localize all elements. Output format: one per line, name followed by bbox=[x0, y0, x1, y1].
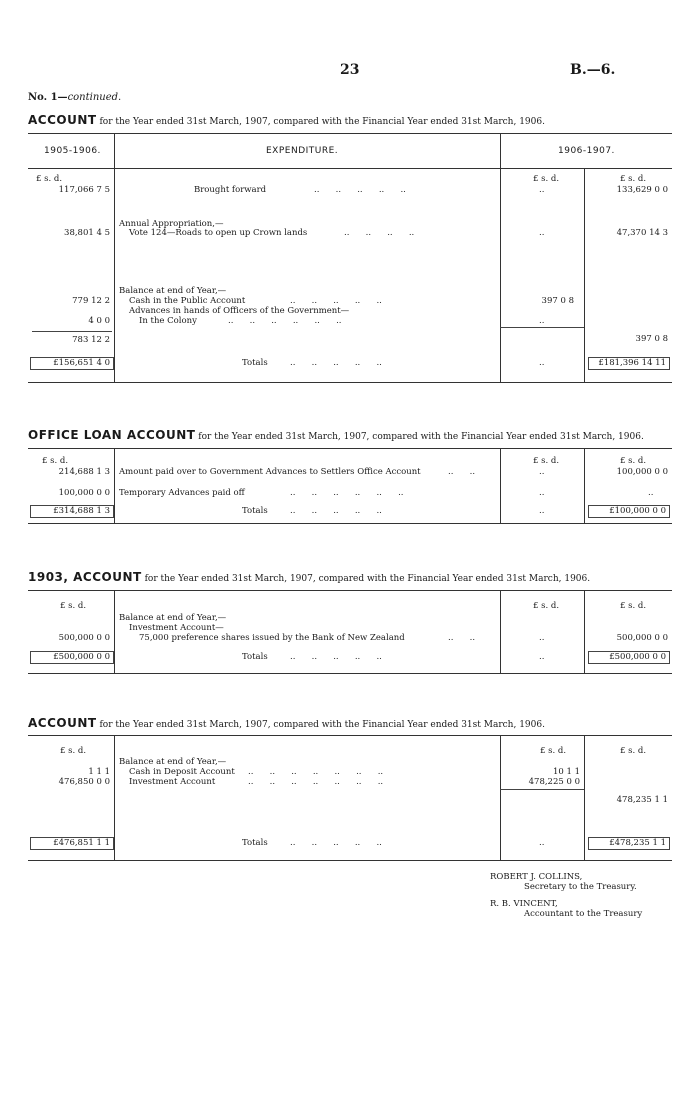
annual-appropriation-label: Annual Appropriation,— bbox=[119, 219, 224, 229]
cur-left: £ s. d. bbox=[36, 174, 63, 184]
header-1905: 1905-1906. bbox=[44, 146, 101, 156]
left-amount-paid: 214,688 1 3 bbox=[58, 467, 110, 477]
header-1906: 1906-1907. bbox=[558, 146, 615, 156]
leader-dots: .. .. bbox=[448, 467, 476, 477]
preference-shares-label: 75,000 preference shares issued by the Bank of New Zealand bbox=[139, 633, 405, 643]
leader-dots: .. .. .. .. .. .. bbox=[290, 488, 404, 498]
title-big: ACCOUNT bbox=[28, 113, 97, 127]
left-annual-appropriation: 38,801 4 5 bbox=[64, 228, 110, 238]
leader-dots: .. bbox=[539, 838, 545, 848]
vote-124-label: Vote 124—Roads to open up Crown lands bbox=[129, 228, 308, 238]
leader-dots: .. bbox=[539, 506, 545, 516]
balance-label: Balance at end of Year,— bbox=[119, 613, 227, 623]
totals-label: Totals bbox=[242, 838, 268, 848]
leader-dots: .. .. .. .. .. .. bbox=[228, 316, 342, 326]
right-totals: £100,000 0 0 bbox=[588, 505, 670, 518]
leader-dots: .. bbox=[539, 358, 545, 368]
right-totals: £478,235 1 1 bbox=[588, 837, 670, 850]
leader-dots: .. .. .. .. .. .. .. bbox=[248, 777, 384, 787]
left-temporary-advances: 100,000 0 0 bbox=[58, 488, 110, 498]
cur-mid: £ s. d. bbox=[533, 456, 560, 466]
document-code: B.—6. bbox=[570, 62, 616, 78]
title-rest: for the Year ended 31st March, 1907, compared with the Financial Year ended 31st March, 1906. bbox=[198, 432, 644, 442]
leader-dots: .. .. .. .. .. bbox=[314, 185, 406, 195]
cur-left: £ s. d. bbox=[42, 456, 69, 466]
signatory-2-name: R. B. VINCENT, bbox=[490, 899, 558, 909]
temporary-advances-label: Temporary Advances paid off bbox=[119, 488, 245, 498]
leader-dots: .. bbox=[648, 488, 654, 498]
title-big: OFFICE LOAN ACCOUNT bbox=[28, 428, 196, 442]
leader-dots: .. bbox=[539, 633, 545, 643]
cur-mid: £ s. d. bbox=[533, 174, 560, 184]
cur-left: £ s. d. bbox=[60, 601, 87, 611]
cash-deposit-label: Cash in Deposit Account bbox=[129, 767, 235, 777]
signatory-2-title: Accountant to the Treasury bbox=[524, 909, 643, 919]
title-big: ACCOUNT bbox=[28, 716, 97, 730]
title-rest: for the Year ended 31st March, 1907, compared with the Financial Year ended 31st March, 1906. bbox=[99, 117, 545, 127]
leader-dots: .. bbox=[539, 185, 545, 195]
cur-left: £ s. d. bbox=[60, 746, 87, 756]
mid-investment: 478,225 0 0 bbox=[528, 777, 580, 787]
leader-dots: .. bbox=[539, 316, 545, 326]
leader-dots: .. .. .. .. .. bbox=[290, 296, 382, 306]
brought-forward-label: Brought forward bbox=[194, 185, 267, 195]
leader-dots: .. .. .. .. .. bbox=[290, 838, 382, 848]
section2-table bbox=[28, 448, 672, 524]
cont-word: continued. bbox=[67, 92, 122, 103]
left-shares: 500,000 0 0 bbox=[58, 633, 110, 643]
left-totals: £156,651 4 0 bbox=[30, 357, 114, 370]
balance-label: Balance at end of Year,— bbox=[119, 757, 227, 767]
leader-dots: .. .. .. .. .. bbox=[290, 506, 382, 516]
section3-title bbox=[28, 570, 590, 584]
header-expenditure: EXPENDITURE. bbox=[266, 146, 339, 156]
advances-label: Advances in hands of Officers of the Government— bbox=[129, 306, 350, 316]
page-number: 23 bbox=[340, 62, 360, 78]
subtotal-rule bbox=[500, 789, 584, 790]
investment-account-label: Investment Account— bbox=[129, 623, 224, 633]
signatory-1-title: Secretary to the Treasury. bbox=[524, 882, 637, 892]
right-totals: £500,000 0 0 bbox=[588, 651, 670, 664]
left-advances: 4 0 0 bbox=[88, 316, 110, 326]
section3-table bbox=[28, 590, 672, 674]
left-totals: £314,688 1 3 bbox=[30, 505, 114, 518]
cash-public-label: Cash in the Public Account bbox=[129, 296, 246, 306]
right-brought-forward: 133,629 0 0 bbox=[616, 185, 668, 195]
right-annual-appropriation: 47,370 14 3 bbox=[616, 228, 668, 238]
leader-dots: .. .. .. .. .. bbox=[290, 358, 382, 368]
leader-dots: .. bbox=[539, 652, 545, 662]
right-shares: 500,000 0 0 bbox=[616, 633, 668, 643]
subtotal-rule bbox=[500, 327, 584, 328]
leader-dots: .. .. .. .. bbox=[344, 228, 415, 238]
left-cash-deposit: 1 1 1 bbox=[88, 767, 110, 777]
mid-cash-deposit: 10 1 1 bbox=[552, 767, 580, 777]
cont-no: No. 1— bbox=[28, 92, 68, 103]
left-investment: 476,850 0 0 bbox=[58, 777, 110, 787]
section4-table bbox=[28, 735, 672, 861]
totals-label: Totals bbox=[242, 652, 268, 662]
cur-mid: £ s. d. bbox=[540, 746, 567, 756]
left-totals: £476,851 1 1 bbox=[30, 837, 114, 850]
right-amount-paid: 100,000 0 0 bbox=[616, 467, 668, 477]
left-cash: 779 12 2 bbox=[72, 296, 110, 306]
title-big: 1903, ACCOUNT bbox=[28, 570, 142, 584]
right-balance: 397 0 8 bbox=[635, 334, 668, 344]
signatory-1-name: ROBERT J. COLLINS, bbox=[490, 872, 583, 882]
cur-right: £ s. d. bbox=[620, 174, 647, 184]
left-subtotal: 783 12 2 bbox=[72, 335, 110, 345]
leader-dots: .. .. bbox=[448, 633, 476, 643]
in-colony-label: In the Colony bbox=[139, 316, 197, 326]
continued-label bbox=[28, 92, 121, 103]
balance-label: Balance at end of Year,— bbox=[119, 286, 227, 296]
cur-mid: £ s. d. bbox=[533, 601, 560, 611]
cur-right: £ s. d. bbox=[620, 601, 647, 611]
leader-dots: .. bbox=[539, 228, 545, 238]
leader-dots: .. bbox=[539, 467, 545, 477]
section4-title bbox=[28, 716, 545, 730]
right-totals: £181,396 14 11 bbox=[588, 357, 670, 370]
mid-cash: 397 0 8 bbox=[541, 296, 574, 306]
section1-title bbox=[28, 113, 545, 127]
subtotal-rule bbox=[32, 331, 112, 332]
leader-dots: .. bbox=[539, 488, 545, 498]
totals-label: Totals bbox=[242, 358, 268, 368]
left-brought-forward: 117,066 7 5 bbox=[58, 185, 110, 195]
section2-title bbox=[28, 428, 644, 442]
left-totals: £500,000 0 0 bbox=[30, 651, 114, 664]
leader-dots: .. .. .. .. .. bbox=[290, 652, 382, 662]
title-rest: for the Year ended 31st March, 1907, compared with the Financial Year ended 31st March, 1906. bbox=[99, 720, 545, 730]
investment-account-label: Investment Account bbox=[129, 777, 216, 787]
totals-label: Totals bbox=[242, 506, 268, 516]
cur-right: £ s. d. bbox=[620, 746, 647, 756]
leader-dots: .. .. .. .. .. .. .. bbox=[248, 767, 384, 777]
cur-right: £ s. d. bbox=[620, 456, 647, 466]
title-rest: for the Year ended 31st March, 1907, compared with the Financial Year ended 31st March, 1906. bbox=[144, 574, 591, 584]
right-balance: 478,235 1 1 bbox=[616, 795, 668, 805]
section1-table bbox=[28, 133, 672, 383]
amount-paid-label: Amount paid over to Government Advances to Settlers Office Account bbox=[119, 467, 421, 477]
